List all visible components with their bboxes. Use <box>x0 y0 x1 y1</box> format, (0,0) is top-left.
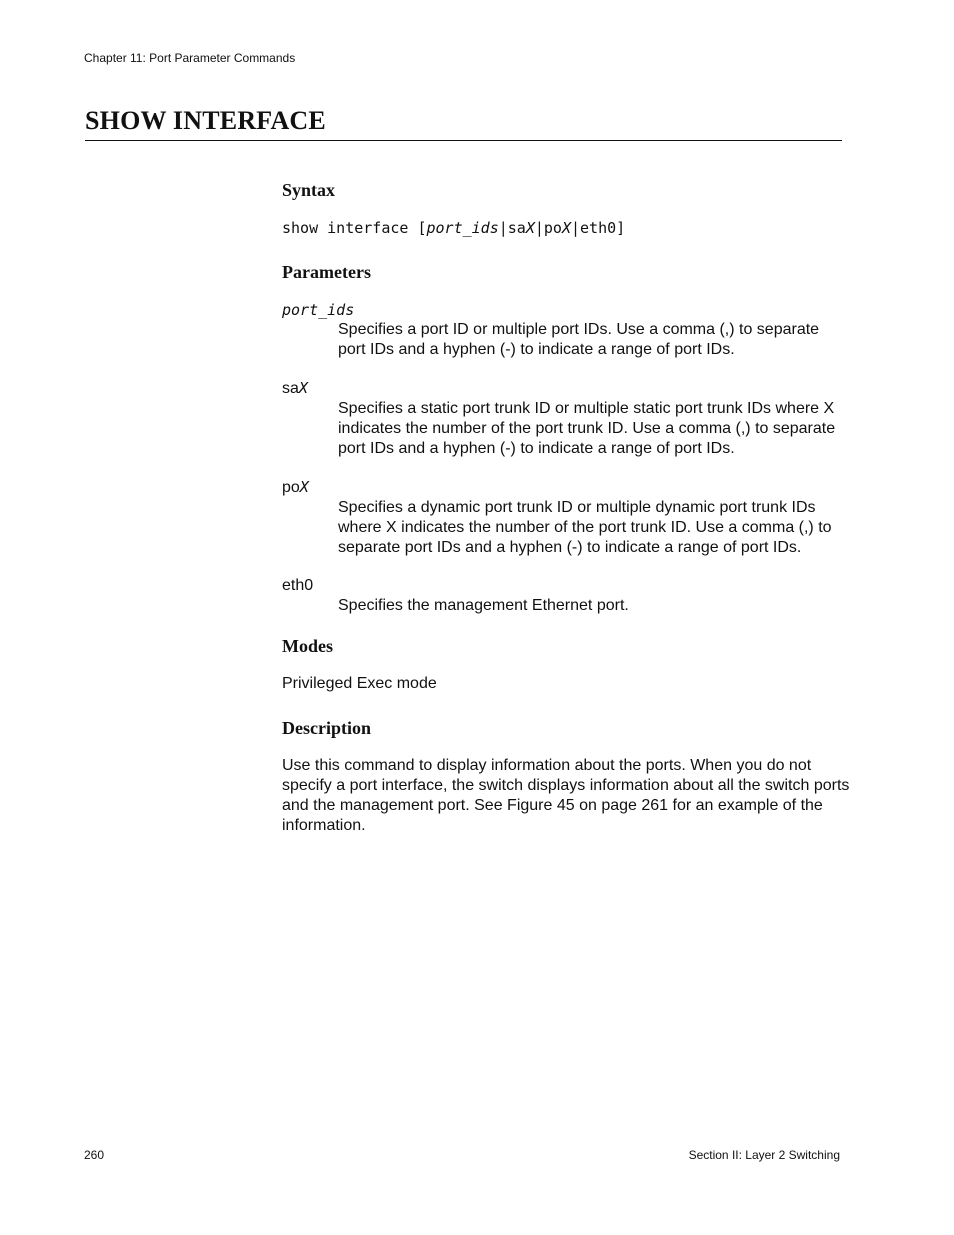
modes-heading: Modes <box>282 636 333 656</box>
running-header: Chapter 11: Port Parameter Commands <box>84 51 296 65</box>
main-content <box>282 178 852 858</box>
description-heading: Description <box>282 718 371 738</box>
param-term-port-ids: port_ids <box>282 301 355 319</box>
parameters-heading: Parameters <box>282 262 371 282</box>
page-title: SHOW INTERFACE <box>85 106 326 135</box>
param-term-eth0: eth0 <box>282 577 314 594</box>
param-term-sax: saX <box>282 379 308 397</box>
syntax-heading: Syntax <box>282 180 336 200</box>
param-desc-pox: Specifies a dynamic port trunk ID or multiple dynamic port trunk IDs where X indicates the number of the port trunk ID. Use a comma (,) to separate port IDs and a hyphen (-) to indicate a range of port IDs. <box>338 499 832 556</box>
page-number: 260 <box>84 1148 105 1162</box>
param-desc-port-ids: Specifies a port ID or multiple port IDs. Use a comma (,) to separate port IDs and a hyphen (-) to indicate a range of port IDs. <box>338 321 820 358</box>
param-term-pox: poX <box>282 478 309 496</box>
param-desc-eth0: Specifies the management Ethernet port. <box>338 597 629 614</box>
syntax-command: show interface [port_ids|saX|poX|eth0] <box>282 219 626 237</box>
modes-text: Privileged Exec mode <box>282 675 437 692</box>
description-text: Use this command to display information about the ports. When you do not specify a port interface, the switch displays information about all the switch ports and the management port. See Figure 45 on page 261 for an example of the information. <box>282 757 850 834</box>
param-desc-sax: Specifies a static port trunk ID or multiple static port trunk IDs where X indicates the number of the port trunk ID. Use a comma (,) to separate port IDs and a hyphen (-) to indicate a range of port IDs. <box>338 400 836 457</box>
running-footer-section: Section II: Layer 2 Switching <box>688 1148 840 1162</box>
title-rule <box>85 140 842 141</box>
